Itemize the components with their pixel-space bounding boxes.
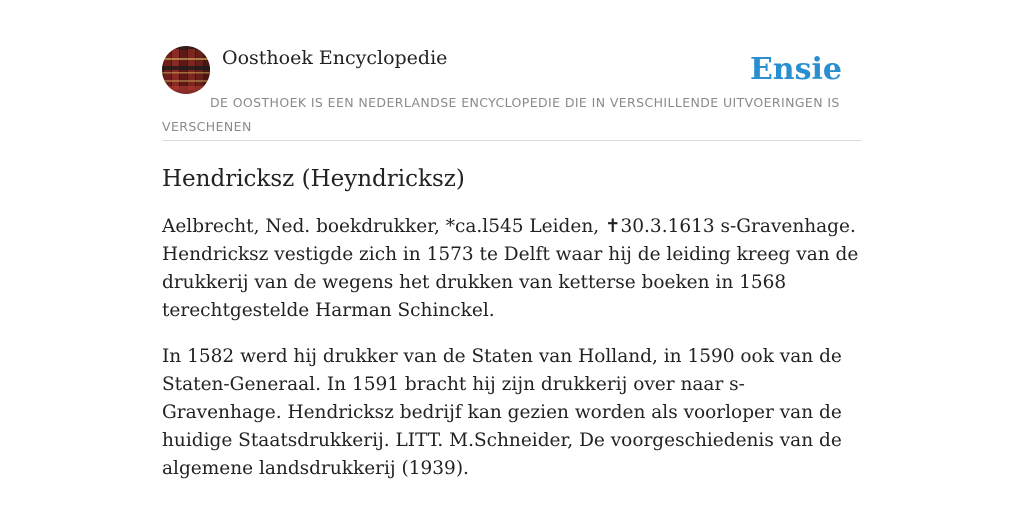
source-header — [162, 46, 862, 141]
entry-title: Hendricksz (Heyndricksz) — [162, 166, 465, 192]
source-description: DE OOSTHOEK IS EEN NEDERLANDSE ENCYCLOPEDIE DIE IN VERSCHILLENDE UITVOERINGEN IS VERSCHENEN — [162, 95, 840, 134]
ensie-logo[interactable]: Ensie — [749, 52, 842, 87]
source-avatar[interactable] — [162, 46, 210, 94]
entry-paragraph: Aelbrecht, Ned. boekdrukker, *ca.l545 Leiden, ✝30.3.1613 s-Gravenhage. Hendricksz vestigde zich in 1573 te Delft waar hij de leiding kreeg van de drukkerij van de wegens het drukken van ketterse boeken in 1568 terechtgestelde Harman Schinckel. — [162, 216, 859, 321]
books-image — [162, 46, 210, 94]
entry-content — [162, 163, 862, 483]
entry-paragraph: In 1582 werd hij drukker van de Staten van Holland, in 1590 ook van de Staten-Generaal. In 1591 bracht hij zijn drukkerij over naar s-Gravenhage. Hendricksz bedrijf kan gezien worden als voorloper van de huidige Staatsdrukkerij. LITT. M.Schneider, De voorgeschiedenis van de algemene landsdrukkerij (1939). — [162, 346, 842, 479]
source-title[interactable]: Oosthoek Encyclopedie — [222, 47, 448, 69]
